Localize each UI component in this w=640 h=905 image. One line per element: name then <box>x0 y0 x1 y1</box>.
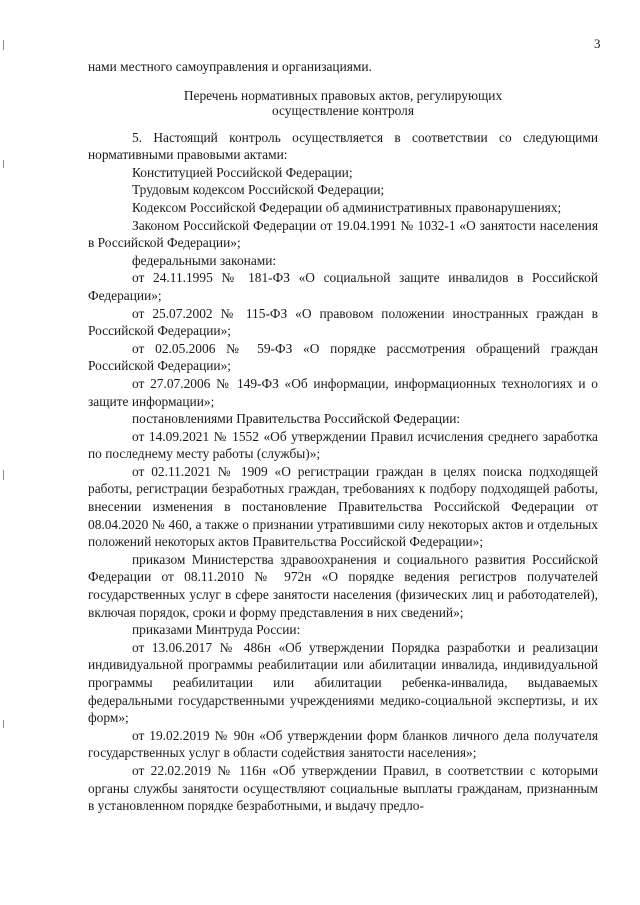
section-heading-line-1: Перечень нормативных правовых актов, регулирующих <box>183 87 503 103</box>
section-heading-line-2: осуществление контроля <box>271 102 415 118</box>
paragraph: от 22.02.2019 № 116н «Об утверждении Правил, в соответствии с которыми органы службы занятости осуществляют социальные выплаты гражданам, признанным в установленном порядке безработными, и выдачу предло- <box>88 762 598 814</box>
paragraph: Трудовым кодексом Российской Федерации; <box>132 182 385 198</box>
paragraph: 5. Настоящий контроль осуществляется в соответствии со следующими нормативными правовыми актами: <box>88 129 598 163</box>
paragraph: от 19.02.2019 № 90н «Об утверждении форм бланков личного дела получателя государственных услуг в области содействия занятости населения»; <box>88 727 598 761</box>
paragraph: от 27.07.2006 № 149-ФЗ «Об информации, информационных технологиях и о защите информации»; <box>88 375 598 409</box>
paragraph: федеральными законами: <box>132 252 277 268</box>
scan-edge-mark <box>3 470 4 480</box>
paragraph: приказом Министерства здравоохранения и социального развития Российской Федерации от 08.11.2010 № 972н «О порядке ведения регистров получателей государственных услуг в сфере занятости населения (физических лиц и работодателей), включая порядок, сроки и форму представления в них сведений»; <box>88 551 598 620</box>
paragraph: от 02.05.2006 № 59-ФЗ «О порядке рассмотрения обращений граждан Российской Федерации»; <box>88 340 598 374</box>
page-number: 3 <box>594 36 601 51</box>
paragraph: от 24.11.1995 № 181-ФЗ «О социальной защите инвалидов в Российской Федерации»; <box>88 270 598 303</box>
paragraph: от 02.11.2021 № 1909 «О регистрации граждан в целях поиска подходящей работы, регистрации безработных граждан, требованиях к подбору подходящей работы, внесении изменения в постановление Правительства Российской Федерации от 08.04.2020 № 460, а также о признании утратившими силу некоторых актов и отдельных положений некоторых актов Правительства Российской Федерации»; <box>88 463 598 550</box>
scan-edge-mark <box>3 720 4 728</box>
document-body <box>88 58 598 815</box>
intro-line: нами местного самоуправления и организациями. <box>88 59 372 74</box>
paragraph: от 13.06.2017 № 486н «Об утверждении Порядка разработки и реализации индивидуальной программы реабилитации или абилитации инвалида, индивидуальной программы реабилитации или абилитации ребенка-инвалида, выдаваемых федеральными государственными учреждениями медико-социальной экспертизы, и их форм»; <box>88 639 598 726</box>
paragraph: от 25.07.2002 № 115-ФЗ «О правовом положении иностранных граждан в Российской Федерации»; <box>88 305 598 339</box>
scan-edge-mark <box>3 160 4 168</box>
paragraph: приказами Минтруда России: <box>132 622 301 638</box>
paragraph: от 14.09.2021 № 1552 «Об утверждении Правил исчисления среднего заработка по последнему месту работы (службы)»; <box>88 428 598 462</box>
paragraph: постановлениями Правительства Российской Федерации: <box>132 411 461 427</box>
paragraph: Конституцией Российской Федерации; <box>132 164 353 180</box>
paragraph: Законом Российской Федерации от 19.04.1991 № 1032-1 «О занятости населения в Российской Федерации»; <box>88 217 598 251</box>
section-heading <box>88 88 598 118</box>
scan-edge-mark <box>3 40 4 50</box>
paragraph: Кодексом Российской Федерации об административных правонарушениях; <box>132 199 562 215</box>
